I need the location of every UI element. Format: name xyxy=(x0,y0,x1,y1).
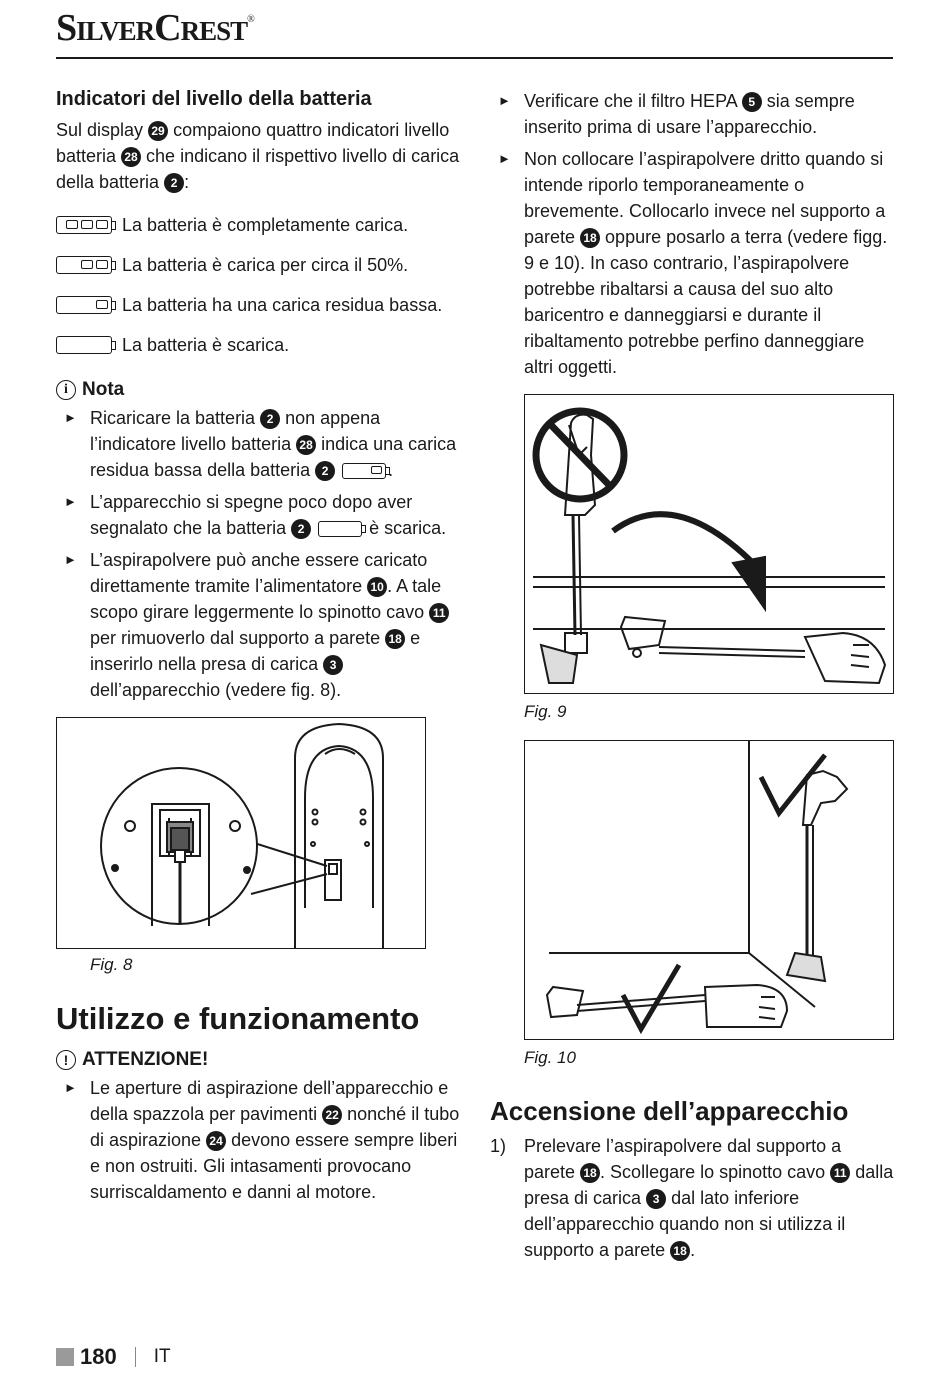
brand-logo xyxy=(56,6,254,50)
battery-level-text: La batteria ha una carica residua bassa. xyxy=(122,294,443,315)
reference-number-badge: 24 xyxy=(206,1131,226,1151)
language-code: IT xyxy=(153,1346,171,1367)
battery-icon xyxy=(342,463,386,479)
triangle-bullet-icon: ► xyxy=(498,151,511,166)
triangle-bullet-icon: ► xyxy=(64,494,77,509)
exclamation-icon: ! xyxy=(56,1050,76,1070)
footer-separator xyxy=(135,1347,136,1367)
bullet-item xyxy=(56,1075,464,1205)
brand-name: SilverCrest xyxy=(56,7,248,49)
battery-level-row xyxy=(56,245,464,285)
step-item xyxy=(490,1133,894,1263)
fig8-caption: Fig. 8 xyxy=(90,955,133,974)
reference-number-badge: 11 xyxy=(830,1163,850,1183)
text-run: dalla presa di carica xyxy=(524,1162,894,1208)
reference-number-badge: 2 xyxy=(315,461,335,481)
bullet-item xyxy=(490,146,894,380)
page-footer xyxy=(56,1344,171,1370)
text-run xyxy=(335,460,340,480)
figure-9 xyxy=(524,394,894,694)
text-run: Prelevare l’aspirapolvere dal supporto a parete xyxy=(524,1136,842,1182)
figure-10 xyxy=(524,740,894,1040)
reference-number-badge: 18 xyxy=(580,228,600,248)
reference-number-badge: 11 xyxy=(429,603,449,623)
step-number: 1) xyxy=(490,1136,507,1156)
reference-number-badge: 3 xyxy=(323,655,343,675)
reference-number-badge: 29 xyxy=(148,121,168,141)
text-run: Verificare che il filtro HEPA xyxy=(524,91,742,111)
text-run: Sul display xyxy=(56,120,149,140)
tipping-vacuum-illustration xyxy=(525,395,893,693)
text-run: devono essere sempre liberi e non ostruiti. Gli intasamenti provocano surriscaldamento e danni al motore. xyxy=(90,1130,458,1202)
bullet-item xyxy=(490,88,894,140)
text-run: . A tale scopo girare leggermente lo spinotto cavo xyxy=(90,576,442,622)
text-run: compaiono quattro indicatori livello batteria xyxy=(56,120,450,166)
battery-icon xyxy=(56,296,112,314)
text-run: . Scollegare lo spinotto cavo xyxy=(600,1162,831,1182)
battery-level-text: La batteria è carica per circa il 50%. xyxy=(122,254,409,275)
warning-heading xyxy=(56,1049,464,1071)
text-run xyxy=(311,518,316,538)
text-run: che indicano il rispettivo livello di carica della batteria xyxy=(56,146,460,192)
warning-list xyxy=(56,1075,464,1205)
text-run: : xyxy=(184,172,190,192)
text-run: L’aspirapolvere può anche essere caricato direttamente tramite l’alimentatore xyxy=(90,550,428,596)
fig9-caption: Fig. 9 xyxy=(524,702,567,721)
trademark: ® xyxy=(247,14,254,25)
battery-icon xyxy=(56,336,112,354)
page-marker xyxy=(56,1348,74,1366)
info-icon: i xyxy=(56,380,76,400)
battery-level-row xyxy=(56,285,464,325)
page-number: 180 xyxy=(80,1344,117,1369)
reference-number-badge: 18 xyxy=(670,1241,690,1261)
reference-number-badge: 18 xyxy=(385,629,405,649)
text-run: . xyxy=(388,460,394,480)
reference-number-badge: 3 xyxy=(646,1189,666,1209)
left-column xyxy=(56,88,464,1211)
battery-heading: Indicatori del livello della batteria xyxy=(56,88,372,110)
bullet-item xyxy=(56,489,464,541)
header-rule xyxy=(56,57,893,59)
text-run: dell’apparecchio (vedere fig. 8). xyxy=(90,680,342,700)
battery-icon xyxy=(56,216,112,234)
text-run: non appena l’indicatore livello batteria xyxy=(90,408,381,454)
text-run: Ricaricare la batteria xyxy=(90,408,261,428)
triangle-bullet-icon: ► xyxy=(64,552,77,567)
right-column xyxy=(490,88,894,1263)
reference-number-badge: 10 xyxy=(367,577,387,597)
battery-level-text: La batteria è completamente carica. xyxy=(122,214,409,235)
text-run: è scarica. xyxy=(364,518,447,538)
section-title: Utilizzo e funzionamento xyxy=(56,1001,420,1036)
reference-number-badge: 28 xyxy=(121,147,141,167)
correct-storage-illustration xyxy=(525,741,893,1039)
text-run: sia sempre inserito prima di usare l’apparecchio. xyxy=(524,91,855,137)
battery-level-row xyxy=(56,205,464,245)
power-title: Accensione dell’apparecchio xyxy=(490,1096,849,1126)
battery-intro xyxy=(56,117,464,195)
reference-number-badge: 18 xyxy=(580,1163,600,1183)
note-title: Nota xyxy=(82,379,125,400)
figure-8 xyxy=(56,717,426,949)
reference-number-badge: 2 xyxy=(291,519,311,539)
reference-number-badge: 22 xyxy=(322,1105,342,1125)
text-run: Non collocare l’aspirapolvere dritto quando si intende riporlo temporaneamente o brevemente. Collocarlo invece nel supporto a parete xyxy=(524,149,886,247)
battery-level-row xyxy=(56,325,464,365)
battery-icon xyxy=(56,256,112,274)
reference-number-badge: 5 xyxy=(742,92,762,112)
reference-number-badge: 2 xyxy=(164,173,184,193)
text-run: dal lato inferiore dell’apparecchio quando non si utilizza il supporto a parete xyxy=(524,1188,846,1260)
note-heading xyxy=(56,379,464,401)
text-run: . xyxy=(690,1240,696,1260)
triangle-bullet-icon: ► xyxy=(64,410,77,425)
text-run: L’apparecchio si spegne poco dopo aver segnalato che la batteria xyxy=(90,492,413,538)
triangle-bullet-icon: ► xyxy=(498,93,511,108)
note-list xyxy=(56,405,464,703)
text-run: nonché il tubo di aspirazione xyxy=(90,1104,460,1150)
text-run: oppure posarlo a terra (vedere figg. 9 e 10). In caso contrario, l’aspirapolvere potrebbe ribaltarsi a causa del suo alto baricentro e danneggiarsi e durante il ribaltamento potrebbe perfino danneggiare altri oggetti. xyxy=(524,227,888,377)
triangle-bullet-icon: ► xyxy=(64,1080,77,1095)
charging-port-illustration xyxy=(57,718,425,948)
reference-number-badge: 28 xyxy=(296,435,316,455)
battery-level-text: La batteria è scarica. xyxy=(122,334,290,355)
text-run: indica una carica residua bassa della batteria xyxy=(90,434,457,480)
text-run: Le aperture di aspirazione dell’apparecchio e della spazzola per pavimenti xyxy=(90,1078,449,1124)
battery-levels xyxy=(56,205,464,365)
text-run: e inserirlo nella presa di carica xyxy=(90,628,421,674)
bullet-item xyxy=(56,405,464,483)
battery-icon xyxy=(318,521,362,537)
warning-title: ATTENZIONE! xyxy=(82,1049,209,1070)
bullet-item xyxy=(56,547,464,703)
steps-list xyxy=(490,1133,894,1263)
reference-number-badge: 2 xyxy=(260,409,280,429)
right-list xyxy=(490,88,894,380)
fig10-caption: Fig. 10 xyxy=(524,1048,576,1067)
text-run: per rimuoverlo dal supporto a parete xyxy=(90,628,386,648)
